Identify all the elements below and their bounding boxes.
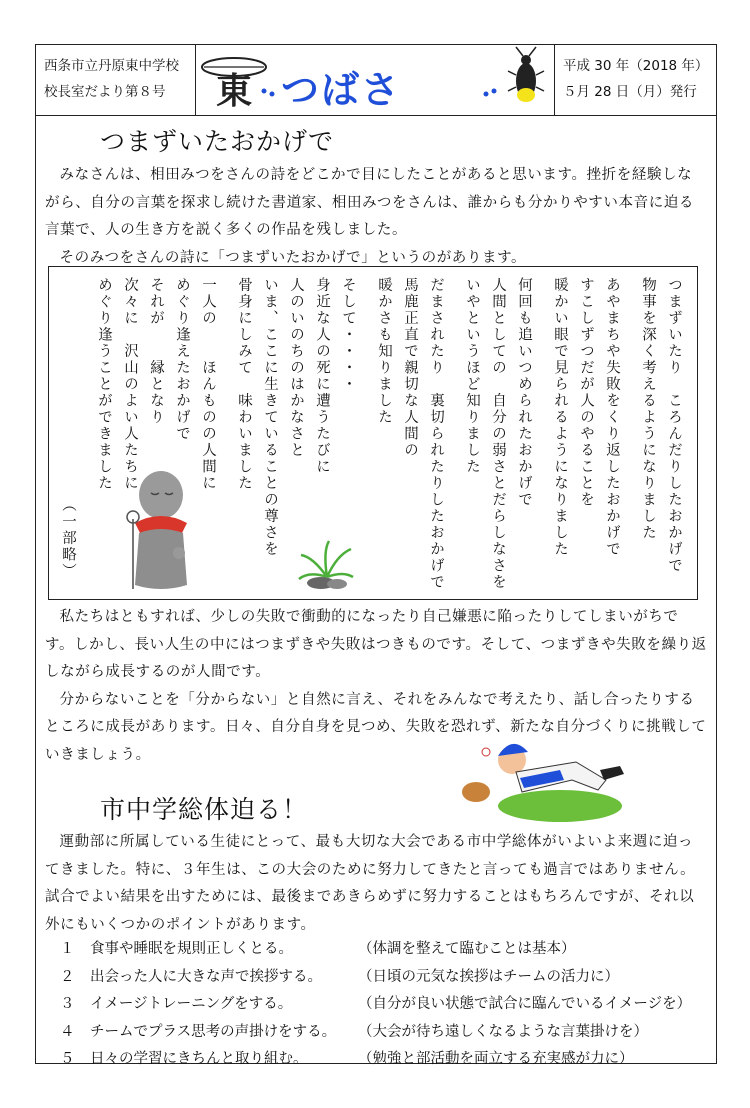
poem-line: いやというほど知りました bbox=[464, 277, 480, 475]
issue-date bbox=[554, 45, 716, 115]
date-issue: ５月 28 日（月）発行 bbox=[563, 84, 697, 100]
poem-line: 身近な人の死に遭うたびに bbox=[314, 277, 330, 475]
masthead bbox=[35, 44, 717, 116]
school-name: 西条市立丹原東中学校 bbox=[44, 58, 179, 74]
logo-char: 東 bbox=[215, 71, 253, 112]
section1-title: つまずいたおかげで bbox=[100, 127, 335, 156]
poem-line: 暖かさも知りました bbox=[376, 277, 392, 426]
section2-title: 市中学総体迫る！ bbox=[100, 795, 309, 824]
point-note: （勉強と部活動を両立する充実感が力に） bbox=[358, 1051, 634, 1067]
section2-paragraph: 運動部に所属している生徒にとって、最も大切な大会である市中学総体がいよいよ来週に迫ってきました。特に、３年生は、この大会のために努力してきたと言っても過言ではありません。試合でよい結果を出すためには、最後まであきらめずに努力することはもちろんですが、それ以外にもいくつかのポイントがあります。 bbox=[45, 834, 696, 933]
poem-line: 暖かい眼で見られるようになりました bbox=[552, 277, 568, 558]
point-note: （大会が待ち遠しくなるような言葉掛けを） bbox=[358, 1023, 648, 1040]
poem-line: あやまちや失敗をくり返したおかげで bbox=[604, 277, 620, 558]
poem-line: 次々に 沢山のよい人たちに bbox=[122, 277, 138, 492]
grass-illustration bbox=[297, 537, 357, 592]
poem-line: それが 縁となり bbox=[148, 277, 164, 426]
poem-line: 人間としての 自分の弱さとだらしなさを bbox=[490, 277, 506, 591]
newsletter-logo bbox=[196, 45, 554, 115]
poem-line: 骨身にしみて 味わいました bbox=[236, 277, 252, 492]
jizo-statue-illustration bbox=[121, 467, 201, 592]
school-info bbox=[36, 45, 196, 115]
point-text: イメージトレーニングをする。 bbox=[90, 996, 293, 1012]
point-number: ４ bbox=[60, 1023, 75, 1040]
section1-intro bbox=[45, 162, 707, 272]
point-number: ５ bbox=[60, 1051, 75, 1067]
point-text: チームでプラス思考の声掛けをする。 bbox=[90, 1023, 337, 1040]
firefly-icon bbox=[508, 47, 544, 102]
poem-line: 人のいのちのはかなさと bbox=[288, 277, 304, 459]
poem-box bbox=[48, 266, 698, 600]
intro-paragraph-1: みなさんは、相田みつをさんの詩をどこかで目にしたことがあると思います。挫折を経験しながら、自分の言葉を探求し続けた書道家、相田みつをさんは、誰からも分かりやすい本音に迫る言葉で、人の生き方を説く多くの作品を残しました。 bbox=[45, 167, 695, 238]
poem-line: いま、ここに生きていることの尊さを bbox=[262, 277, 278, 558]
point-text: 出会った人に大きな声で挨拶する。 bbox=[90, 968, 322, 985]
reflection-paragraph-2: 分からないことを「分からない」と自然に言え、それをみんなで考えたり、話し合ったりするところに成長があります。日々、自分自身を見つめ、失敗を恐れず、新たな自分づくりに挑戦していきましょう。 bbox=[45, 691, 707, 763]
date-year: 平成 30 年（2018 年） bbox=[563, 58, 709, 74]
poem-line: 何回も追いつめられたおかげで bbox=[516, 277, 532, 508]
point-text: 日々の学習にきちんと取り組む。 bbox=[90, 1051, 308, 1067]
baseball-player-illustration bbox=[450, 720, 630, 828]
poem-line: つまずいたり ころんだりしたおかげで bbox=[666, 277, 682, 574]
logo-graphic bbox=[196, 45, 554, 115]
point-text: 食事や睡眠を規則正しくとる。 bbox=[90, 941, 293, 957]
poem-credit: （一部略） bbox=[60, 497, 76, 580]
point-note: （体調を整えて臨むことは基本） bbox=[358, 941, 576, 957]
poem-line: めぐり逢うことができました bbox=[96, 277, 112, 492]
poem-line: だまされたり 裏切られたりしたおかげで bbox=[428, 277, 444, 591]
poem-line: 物事を深く考えるようになりました bbox=[640, 277, 656, 541]
section2-intro bbox=[45, 829, 707, 939]
intro-paragraph-2: そのみつをさんの詩に「つまずいたおかげで」というのがあります。 bbox=[59, 249, 527, 266]
point-number: ３ bbox=[60, 996, 75, 1012]
poem-line: そして・・・・ bbox=[340, 277, 356, 393]
poem-line: すこしずつだが人のやることを bbox=[578, 277, 594, 508]
point-note: （日頃の元気な挨拶はチームの活力に） bbox=[358, 968, 619, 985]
point-note: （自分が良い状態で試合に臨んでいるイメージを） bbox=[358, 996, 692, 1012]
logo-text: つばさ bbox=[281, 68, 402, 112]
poem-line: 一人の ほんものの人間に bbox=[200, 277, 216, 492]
newsletter-number: 校長室だより第８号 bbox=[44, 84, 166, 100]
poem-line: めぐり逢えたおかげで bbox=[174, 277, 190, 442]
reflection-paragraph-1: 私たちはともすれば、少しの失敗で衝動的になったり自己嫌悪に陥ったりしてしまいがちです。しかし、長い人生の中にはつまずきや失敗はつきものです。そして、つまずきや失敗を繰り返しながら成長するのが人間です。 bbox=[45, 609, 707, 680]
point-number: １ bbox=[60, 941, 75, 957]
point-number: ２ bbox=[60, 968, 75, 985]
poem-line: 馬鹿正直で親切な人間の bbox=[402, 277, 418, 459]
